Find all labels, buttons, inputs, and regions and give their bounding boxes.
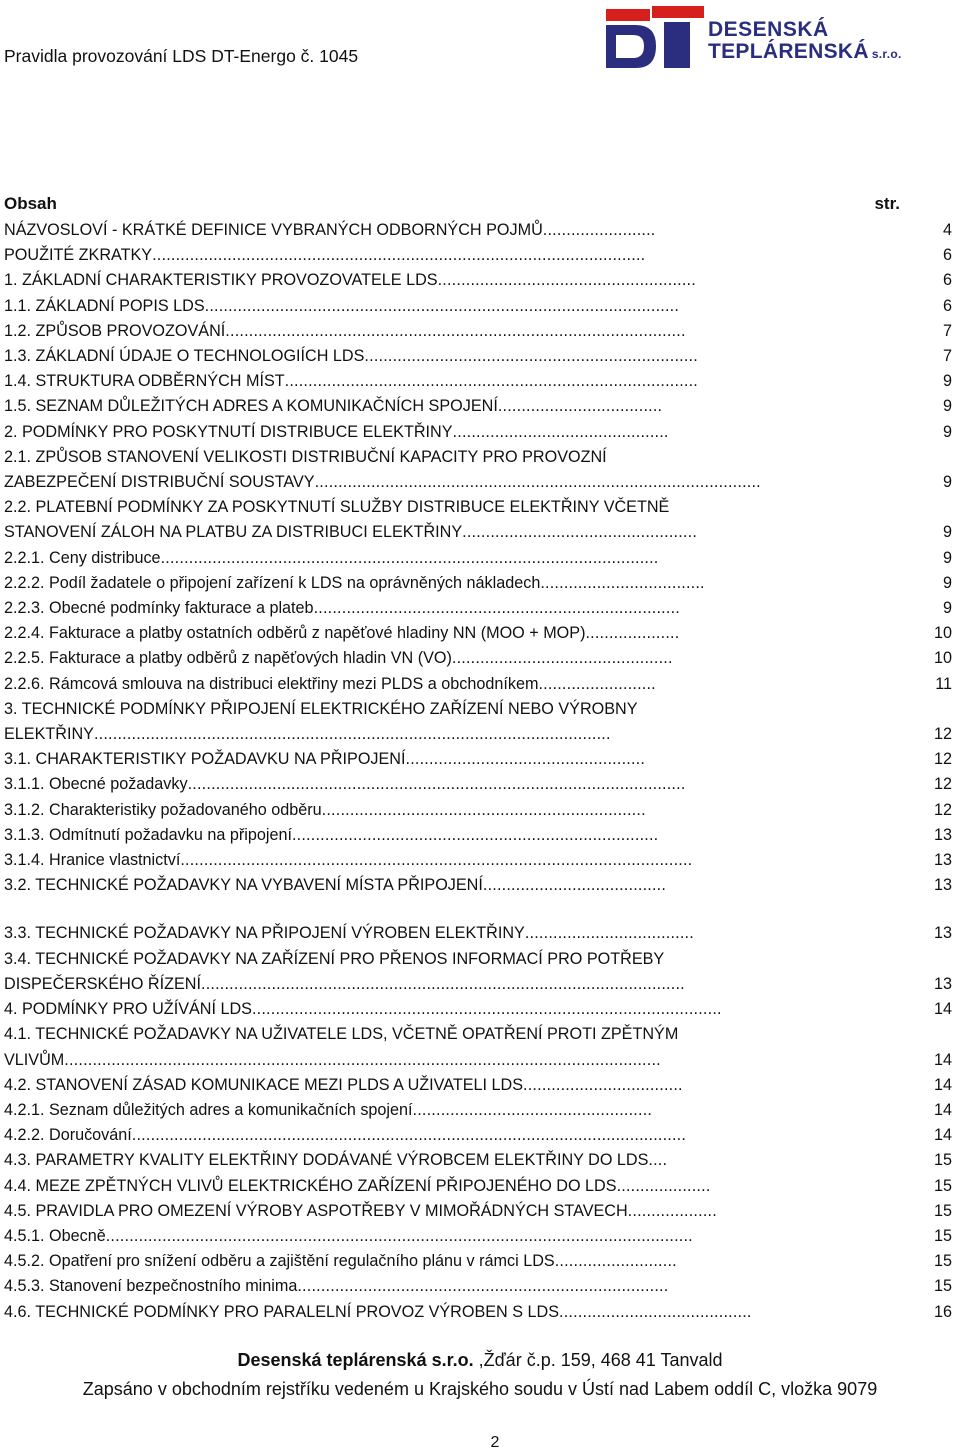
toc-entry-page: 10 bbox=[933, 624, 952, 643]
toc-entry-leader: ....................................... bbox=[482, 876, 667, 895]
toc-entry-page: 15 bbox=[933, 1176, 952, 1195]
toc-entry-leader: .... bbox=[648, 1151, 668, 1170]
footer-register: Zapsáno v obchodním rejstříku vedeném u Krajského soudu v Ústí nad Labem oddíl C, vložka 9079 bbox=[82, 1379, 878, 1399]
toc-entry bbox=[4, 319, 952, 344]
toc-entry-title: 4.5.3. Stanovení bezpečnostního minima bbox=[4, 1277, 298, 1296]
toc-entry-leader: .......................................................................................................... bbox=[187, 775, 686, 794]
toc-entry-page: 15 bbox=[933, 1151, 952, 1170]
toc-entry-title: 3.3. TECHNICKÉ POŽADAVKY NA PŘIPOJENÍ VÝROBEN ELEKTŘINY bbox=[4, 924, 525, 943]
toc-entry-title: 4.2. STANOVENÍ ZÁSAD KOMUNIKACE MEZI PLDS A UŽIVATELI LDS bbox=[4, 1075, 524, 1094]
toc-entry-leader: ................................................... bbox=[405, 750, 646, 769]
toc-entry-page: 13 bbox=[933, 825, 952, 844]
toc-entry bbox=[4, 1123, 952, 1148]
toc-entry bbox=[4, 546, 952, 571]
toc-entry-title: 1.5. SEZNAM DŮLEŽITÝCH ADRES A KOMUNIKAČNÍCH SPOJENÍ bbox=[4, 397, 498, 416]
toc-entry bbox=[4, 823, 952, 848]
page-number: 2 bbox=[490, 1434, 500, 1451]
toc-entry-leader: ......................................... bbox=[559, 1302, 752, 1321]
toc-entry-page: 15 bbox=[933, 1252, 952, 1271]
toc-entry-title: 2.2.2. Podíl žadatele o připojení zařízení k LDS na oprávněných nákladech bbox=[4, 573, 541, 592]
toc-entry-leader: ......................... bbox=[538, 674, 656, 693]
toc-entry-leader: ........................................................................................ bbox=[284, 372, 698, 391]
toc-entry-title: 3.1.3. Odmítnutí požadavku na připojení bbox=[4, 825, 292, 844]
toc-entry-page: 14 bbox=[933, 1050, 952, 1069]
toc-entry-page: 13 bbox=[933, 924, 952, 943]
toc-entry-title: NÁZVOSLOVÍ - KRÁTKÉ DEFINICE VYBRANÝCH ODBORNÝCH POJMŮ bbox=[4, 221, 543, 239]
toc-entry-page: 6 bbox=[942, 246, 952, 265]
toc-entry-page: 11 bbox=[935, 674, 952, 693]
toc-entry bbox=[4, 445, 952, 470]
toc-entry bbox=[4, 1274, 952, 1299]
toc-entry bbox=[4, 1174, 952, 1199]
toc-entry-page: 10 bbox=[933, 649, 952, 668]
footer-address: ,Žďár č.p. 159, 468 41 Tanvald bbox=[478, 1350, 723, 1370]
toc-entry-page: 14 bbox=[933, 1126, 952, 1145]
toc-entry-leader: ............................................................................... bbox=[297, 1277, 669, 1296]
toc-entry-title: 3.1.4. Hranice vlastnictví bbox=[4, 851, 181, 870]
toc-entry bbox=[4, 1300, 952, 1325]
toc-entry-page: 4 bbox=[942, 221, 952, 239]
toc-entry-page: 14 bbox=[933, 1000, 952, 1019]
toc-entry-title: 3.1. CHARAKTERISTIKY POŽADAVKU NA PŘIPOJENÍ bbox=[4, 750, 406, 769]
toc-entry bbox=[4, 747, 952, 772]
toc-entry bbox=[4, 672, 952, 697]
company-logo bbox=[606, 6, 906, 68]
toc-entry-leader: ...................................................................................................................... bbox=[131, 1126, 687, 1145]
toc-entry-leader: ............................................................................................................. bbox=[180, 851, 693, 870]
toc-entry-title: 2.2.6. Rámcová smlouva na distribuci elektřiny mezi PLDS a obchodníkem bbox=[4, 674, 539, 693]
toc-entry bbox=[4, 268, 952, 293]
toc-entry bbox=[4, 1098, 952, 1123]
toc-entry-leader: ................... bbox=[627, 1201, 717, 1220]
toc-entry-leader: ........................ bbox=[542, 221, 656, 239]
toc-entry-title: 4.6. TECHNICKÉ PODMÍNKY PRO PARALELNÍ PROVOZ VÝROBEN S LDS bbox=[4, 1302, 560, 1321]
toc-entry bbox=[4, 420, 952, 445]
toc-entry-page: 12 bbox=[933, 800, 952, 819]
toc-entry-page: 15 bbox=[933, 1201, 952, 1220]
toc-entry-page: 7 bbox=[942, 321, 952, 340]
toc-entry-leader: ......................................................................................................... bbox=[152, 246, 646, 265]
toc-entry-leader: .................................................. bbox=[462, 523, 698, 542]
toc-entry-leader: ............................................... bbox=[451, 649, 673, 668]
toc-entry bbox=[4, 1022, 952, 1047]
toc-entry-title: 3.4. TECHNICKÉ POŽADAVKY NA ZAŘÍZENÍ PRO PŘENOS INFORMACÍ PRO POTŘEBY bbox=[4, 949, 665, 968]
document-title: Pravidla provozování LDS DT-Energo č. 1045 bbox=[4, 46, 359, 66]
toc-entry bbox=[4, 621, 952, 646]
table-of-contents bbox=[4, 218, 952, 1325]
logo-line-1: DESENSKÁ bbox=[708, 18, 829, 41]
toc-entry-page: 14 bbox=[933, 1075, 952, 1094]
toc-entry bbox=[4, 369, 952, 394]
toc-entry bbox=[4, 470, 952, 495]
toc-entry-leader: .............................................. bbox=[452, 422, 669, 441]
toc-entry-page: 12 bbox=[933, 750, 952, 769]
toc-entry-leader: ..................................................................... bbox=[321, 800, 646, 819]
toc-entry-leader: ....................................................... bbox=[437, 271, 696, 290]
footer-company-line bbox=[0, 1350, 960, 1371]
logo-mark-icon bbox=[606, 6, 706, 68]
toc-entry-title: 2.2.3. Obecné podmínky fakturace a plateb bbox=[4, 599, 314, 618]
toc-entry-page: 15 bbox=[933, 1226, 952, 1245]
toc-entry bbox=[4, 344, 952, 369]
toc-entry bbox=[4, 1048, 952, 1073]
toc-entry-title: 1. ZÁKLADNÍ CHARAKTERISTIKY PROVOZOVATELE LDS bbox=[4, 271, 438, 290]
toc-entry-leader: .................................. bbox=[523, 1075, 683, 1094]
toc-entry-leader: ................................... bbox=[540, 573, 705, 592]
toc-entry-page: 12 bbox=[933, 775, 952, 794]
toc-entry-leader: ................................... bbox=[497, 397, 663, 416]
toc-entry-page: 9 bbox=[942, 523, 952, 542]
toc-entry-title: POUŽITÉ ZKRATKY bbox=[4, 246, 153, 265]
toc-entry-page: 9 bbox=[942, 372, 952, 391]
toc-entry-title: STANOVENÍ ZÁLOH NA PLATBU ZA DISTRIBUCI ELEKTŘINY bbox=[4, 523, 463, 542]
toc-entry-leader: .............................................................................. bbox=[291, 825, 659, 844]
toc-entry-title: ZABEZPEČENÍ DISTRIBUČNÍ SOUSTAVY bbox=[4, 473, 315, 492]
toc-entry-page: 14 bbox=[933, 1100, 952, 1119]
toc-entry bbox=[4, 1199, 952, 1224]
toc-entry-leader: .......................... bbox=[554, 1252, 677, 1271]
toc-entry-title: 2.2.5. Fakturace a platby odběrů z napěťových hladin VN (VO) bbox=[4, 649, 452, 668]
toc-entry-title: 1.4. STRUKTURA ODBĚRNÝCH MÍST bbox=[4, 372, 285, 391]
toc-entry-leader: .................................... bbox=[524, 924, 694, 943]
toc-entry-title: 2. PODMÍNKY PRO POSKYTNUTÍ DISTRIBUCE ELEKTŘINY bbox=[4, 422, 453, 441]
toc-entry-title: 2.1. ZPŮSOB STANOVENÍ VELIKOSTI DISTRIBUČNÍ KAPACITY PRO PROVOZNÍ bbox=[4, 447, 607, 466]
toc-entry-title: 4.5. PRAVIDLA PRO OMEZENÍ VÝROBY ASPOTŘEBY V MIMOŘÁDNÝCH STAVECH bbox=[4, 1201, 628, 1220]
toc-entry-title: 4.5.2. Opatření pro snížení odběru a zajištění regulačního plánu v rámci LDS bbox=[4, 1252, 555, 1271]
toc-entry-page: 15 bbox=[933, 1277, 952, 1296]
toc-entry-leader: ....................................................................................................... bbox=[201, 974, 685, 993]
toc-entry-leader: .................... bbox=[616, 1176, 711, 1195]
toc-entry-page: 9 bbox=[942, 422, 952, 441]
toc-entry bbox=[4, 596, 952, 621]
toc-entry bbox=[4, 848, 952, 873]
toc-entry-title: 2.2.1. Ceny distribuce bbox=[4, 548, 161, 567]
toc-entry-title: VLIVŮM bbox=[4, 1050, 65, 1069]
toc-entry bbox=[4, 218, 952, 243]
toc-entry bbox=[4, 1148, 952, 1173]
toc-entry-page: 6 bbox=[942, 271, 952, 290]
toc-entry-title: 4. PODMÍNKY PRO UŽÍVÁNÍ LDS bbox=[4, 1000, 252, 1019]
toc-entry-title: 2.2.4. Fakturace a platby ostatních odběrů z napěťové hladiny NN (MOO + MOP) bbox=[4, 624, 586, 643]
toc-entry bbox=[4, 571, 952, 596]
toc-entry-leader: ................................................... bbox=[412, 1100, 653, 1119]
toc-entry-title: 3.1.1. Obecné požadavky bbox=[4, 775, 188, 794]
toc-entry bbox=[4, 394, 952, 419]
toc-page-heading: str. bbox=[874, 194, 900, 213]
toc-entry bbox=[4, 1224, 952, 1249]
toc-entry-title: 1.2. ZPŮSOB PROVOZOVÁNÍ bbox=[4, 321, 226, 340]
toc-entry bbox=[4, 947, 952, 972]
toc-entry-title: 4.3. PARAMETRY KVALITY ELEKTŘINY DODÁVANÉ VÝROBCEM ELEKTŘINY DO LDS bbox=[4, 1151, 649, 1170]
toc-entry bbox=[4, 798, 952, 823]
toc-entry-page: 9 bbox=[942, 473, 952, 492]
toc-entry-title: 4.4. MEZE ZPĚTNÝCH VLIVŮ ELEKTRICKÉHO ZAŘÍZENÍ PŘIPOJENÉHO DO LDS bbox=[4, 1176, 617, 1195]
toc-entry-leader: .............................................................................................................. bbox=[93, 725, 611, 744]
toc-entry-page: 9 bbox=[942, 573, 952, 592]
toc-entry-title: 3. TECHNICKÉ PODMÍNKY PŘIPOJENÍ ELEKTRICKÉHO ZAŘÍZENÍ NEBO VÝROBNY bbox=[4, 699, 638, 718]
toc-entry bbox=[4, 972, 952, 997]
toc-entry bbox=[4, 697, 952, 722]
toc-entry-title: 3.1.2. Charakteristiky požadovaného odběru bbox=[4, 800, 322, 819]
toc-entry bbox=[4, 520, 952, 545]
toc-entry-page: 12 bbox=[933, 725, 952, 744]
toc-entry-leader: .................................................................................................... bbox=[251, 1000, 722, 1019]
toc-entry-title: 2.2. PLATEBNÍ PODMÍNKY ZA POSKYTNUTÍ SLUŽBY DISTRIBUCE ELEKTŘINY VČETNĚ bbox=[4, 498, 670, 517]
logo-suffix: s.r.o. bbox=[871, 47, 902, 61]
toc-entry-leader: .......................................................................................................... bbox=[160, 548, 659, 567]
toc-entry-title: 4.2.1. Seznam důležitých adres a komunikačních spojení bbox=[4, 1100, 413, 1119]
toc-entry-title: 1.3. ZÁKLADNÍ ÚDAJE O TECHNOLOGIÍCH LDS bbox=[4, 347, 365, 366]
toc-entry-page: 7 bbox=[942, 347, 952, 366]
logo-line-2-text: TEPLÁRENSKÁ bbox=[708, 40, 869, 63]
toc-entry bbox=[4, 243, 952, 268]
toc-entry-title: DISPEČERSKÉHO ŘÍZENÍ bbox=[4, 974, 201, 993]
footer-company: Desenská teplárenská s.r.o. bbox=[237, 1350, 474, 1370]
toc-entry bbox=[4, 294, 952, 319]
toc-entry-page: 9 bbox=[942, 397, 952, 416]
toc-entry bbox=[4, 1249, 952, 1274]
toc-entry bbox=[4, 873, 952, 898]
toc-entry-leader: ....................................................................... bbox=[364, 347, 698, 366]
toc-entry bbox=[4, 921, 952, 946]
toc-entry bbox=[4, 722, 952, 747]
toc-entry-leader: .............................................................................. bbox=[313, 599, 680, 618]
toc-header bbox=[4, 194, 900, 214]
toc-entry-leader: ..................................................................................................... bbox=[204, 296, 680, 315]
toc-entry-page: 9 bbox=[942, 599, 952, 618]
toc-entry bbox=[4, 772, 952, 797]
toc-entry-leader: ............................................................................................................................. bbox=[105, 1226, 693, 1245]
toc-entry-title: 3.2. TECHNICKÉ POŽADAVKY NA VYBAVENÍ MÍSTA PŘIPOJENÍ bbox=[4, 876, 483, 895]
toc-entry-page: 13 bbox=[933, 974, 952, 993]
toc-entry-page: 13 bbox=[933, 876, 952, 895]
toc-entry-leader: ............................................................................................................................... bbox=[64, 1050, 661, 1069]
toc-entry-title: 4.1. TECHNICKÉ POŽADAVKY NA UŽIVATELE LDS, VČETNĚ OPATŘENÍ PROTI ZPĚTNÝM bbox=[4, 1025, 679, 1044]
toc-entry bbox=[4, 1073, 952, 1098]
logo-wordmark bbox=[708, 19, 902, 65]
toc-entry-page: 16 bbox=[933, 1302, 952, 1321]
toc-entry-title: ELEKTŘINY bbox=[4, 725, 94, 744]
toc-entry-page: 6 bbox=[942, 296, 952, 315]
toc-entry bbox=[4, 495, 952, 520]
toc-entry bbox=[4, 997, 952, 1022]
toc-entry-page: 9 bbox=[942, 548, 952, 567]
toc-entry-title: 4.2.2. Doručování bbox=[4, 1126, 132, 1145]
toc-entry-leader: ............................................................................................... bbox=[314, 473, 761, 492]
logo-line-2 bbox=[708, 41, 902, 65]
toc-entry-page: 13 bbox=[933, 851, 952, 870]
toc-entry-leader: .................................................................................................. bbox=[225, 321, 686, 340]
toc-heading: Obsah bbox=[4, 194, 57, 213]
toc-entry-title: 4.5.1. Obecně bbox=[4, 1226, 106, 1245]
toc-entry-leader: .................... bbox=[585, 624, 680, 643]
toc-entry bbox=[4, 646, 952, 671]
toc-entry-title: 1.1. ZÁKLADNÍ POPIS LDS bbox=[4, 296, 205, 315]
